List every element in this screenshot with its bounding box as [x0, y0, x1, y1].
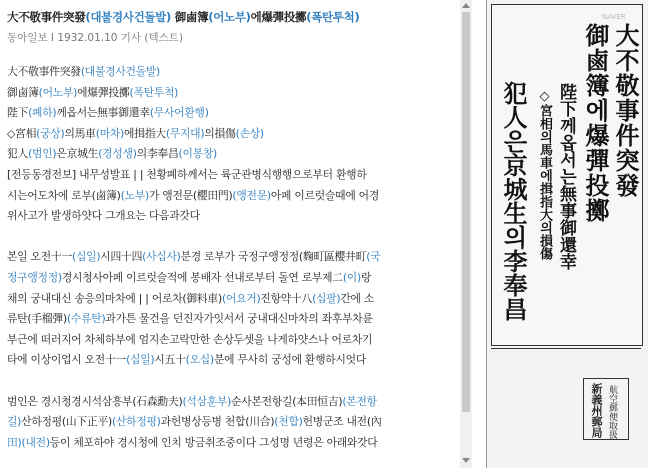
body-line: [7, 330, 457, 351]
body-line: [7, 350, 457, 371]
ad-box: [583, 378, 629, 440]
body-segment: 御鹵簿: [7, 85, 39, 99]
title-reading: (폭탄투척): [306, 10, 360, 24]
body-segment: 범인은 경시청경시석삼흥부(石森勳夫): [7, 394, 183, 408]
body-line: [7, 268, 457, 289]
article-title: [7, 9, 457, 25]
divider: [491, 348, 641, 349]
hangul-reading: (석삼훈부): [182, 394, 232, 408]
body-segment: 의李奉昌: [136, 147, 179, 161]
hangul-reading: (이봉창): [178, 147, 217, 161]
body-segment: 류탄(手榴彈): [7, 312, 67, 326]
body-segment: 과가튼 물건을 던진자가잇서서 궁내대신마차의 좌후부차륜: [105, 312, 373, 326]
body-segment: 시는어도차에 로부(鹵簿): [7, 188, 121, 202]
hangul-reading: (경성생): [98, 147, 137, 161]
body-segment: 부근에 떠러지어 차체하부에 엄지손고락만한 손상두셋을 나게하얏스나 어로차기: [7, 332, 373, 346]
body-segment: 에爆彈投擲: [77, 85, 130, 99]
hangul-reading: (어노부): [38, 85, 78, 99]
hangul-reading: (본전항: [342, 394, 377, 408]
headline-frame: [491, 4, 643, 346]
vertical-scrollbar[interactable]: [460, 0, 472, 468]
ad-subtitle: 航空郵便取扱: [607, 385, 617, 439]
title-reading: (대불경사건돌발): [85, 10, 171, 24]
body-segment: 에揖指大: [124, 126, 166, 140]
body-segment: 犯人: [7, 147, 29, 161]
hangul-reading: (궁상): [36, 126, 65, 140]
hangul-reading: (오십): [185, 353, 214, 367]
body-line: [7, 103, 457, 124]
hangul-reading: (마차): [95, 126, 125, 140]
body-segment: 랑: [360, 270, 372, 284]
hangul-reading: (산하정평): [112, 415, 161, 429]
body-segment: 등이 체포하야 경시청에 인치 방금취조중이다 그성명 년령은 아래와갓다: [49, 435, 378, 449]
body-segment: 시四十四: [100, 250, 143, 264]
body-segment: 채의 궁내대신 송응의마차에 | | 어로차(御料車): [7, 291, 222, 305]
body-segment: 위사고가 발생하얏다 그개요는 다음과갓다: [7, 209, 200, 223]
body-segment: 분에 무사히 궁성에 환행하시엇다: [213, 353, 367, 367]
hangul-reading: (이): [342, 270, 361, 284]
body-line: [7, 247, 457, 268]
body-segment: 陛下: [7, 106, 29, 120]
paragraph-gap: [7, 371, 457, 392]
hangul-reading: (십일): [126, 353, 155, 367]
body-line: [7, 62, 457, 83]
headline-col-4: ◇宮相의馬車에揖指大의損傷: [537, 89, 552, 260]
hangul-reading: 정구앵정정): [7, 270, 62, 284]
body-segment: [전등동경전보] 내무성발표 | | 천황폐하께서는 륙군관병식행행으로부터 환행하: [7, 167, 367, 181]
body-line: [7, 392, 457, 413]
headline-col-3: 陛下께옵서는無事御還幸: [556, 83, 576, 270]
hangul-reading: (범인): [28, 147, 57, 161]
body-segment: 분경 로부가 국정구앵정정(麴町區櫻井町: [180, 250, 367, 264]
body-segment: 의馬車: [64, 126, 96, 140]
body-segment: 순사본전항길(本田恒吉): [231, 394, 343, 408]
hangul-reading: (천합): [274, 415, 303, 429]
body-line: [7, 412, 457, 433]
hangul-reading: (국: [366, 250, 381, 264]
body-segment: 大不敬事件突發: [7, 65, 81, 78]
hangul-reading: (무사어환행): [149, 106, 209, 120]
body-segment: 경시청사아페 이르럿슬적에 봉배자 선내로부터 돌연 로부제二: [61, 270, 343, 284]
title-reading: (어노부): [208, 10, 251, 24]
body-line: [7, 206, 457, 227]
scroll-down-icon[interactable]: [462, 458, 470, 463]
naver-watermark: NAVER: [602, 13, 626, 21]
headline-col-2: 御鹵簿에爆彈投擲: [581, 23, 610, 223]
article-body: [7, 62, 457, 453]
headline-col-1: 大不敬事件突發: [611, 23, 640, 198]
newspaper-scan: [486, 0, 648, 468]
hangul-reading: (십일): [72, 250, 101, 264]
body-line: [7, 289, 457, 310]
hangul-reading: (폐하): [28, 106, 57, 120]
hangul-reading: (대불경사건돌발): [80, 65, 161, 78]
body-segment: 아페 이르럿슬때에 어경: [270, 188, 380, 202]
body-line: [7, 83, 457, 104]
ad-title: 新義州郵局: [590, 383, 603, 438]
body-segment: 헌병군조 내전(內: [302, 415, 382, 429]
hangul-reading: (수류탄): [66, 312, 106, 326]
body-line: [7, 165, 457, 186]
body-segment: 간에 소: [340, 291, 375, 305]
body-segment: 과헌병상등병 천합(川合): [160, 415, 275, 429]
article-meta: 동아일보 I 1932.01.10 기사 (텍스트): [7, 32, 184, 44]
body-segment: 타에 이상이업시 오전十一: [7, 353, 127, 367]
body-segment: 가 앵전문(櫻田門): [148, 188, 233, 202]
hangul-reading: (폭탄투척): [129, 85, 179, 99]
hangul-reading: (십팔): [312, 291, 341, 305]
body-line: [7, 186, 457, 207]
body-segment: 의損傷: [204, 126, 236, 140]
title-text: 御鹵簿: [170, 10, 209, 24]
hangul-reading: (앵전문): [232, 188, 271, 202]
body-line: [7, 124, 457, 145]
body-segment: 께옵서는無事御還幸: [56, 106, 150, 120]
headline-col-5: 犯人은京城生의李奉昌: [499, 81, 528, 321]
hangul-reading: (노부): [120, 188, 149, 202]
hangul-reading: (어요거): [221, 291, 261, 305]
body-line: [7, 433, 457, 454]
body-segment: 시五十: [154, 353, 186, 367]
body-segment: 진항약十八: [260, 291, 313, 305]
body-line: [7, 309, 457, 330]
scroll-up-icon[interactable]: [462, 3, 470, 8]
body-segment: 산하정평(山下正平): [21, 415, 112, 429]
title-text: 大不敬事件突發: [7, 10, 86, 24]
hangul-reading: (사십사): [142, 250, 181, 264]
body-segment: ◇宮相: [7, 126, 37, 140]
title-text: 에爆彈投擲: [250, 10, 307, 24]
hangul-reading: 길): [7, 415, 22, 429]
hangul-reading: (손상): [235, 126, 264, 140]
hangul-reading: 田)(내전): [7, 435, 50, 449]
paragraph-gap: [7, 227, 457, 248]
body-segment: 은京城生: [56, 147, 99, 161]
body-line: [7, 144, 457, 165]
body-segment: 본일 오전十一: [7, 250, 72, 264]
scroll-thumb[interactable]: [462, 12, 470, 412]
hangul-reading: (무지대): [165, 126, 205, 140]
